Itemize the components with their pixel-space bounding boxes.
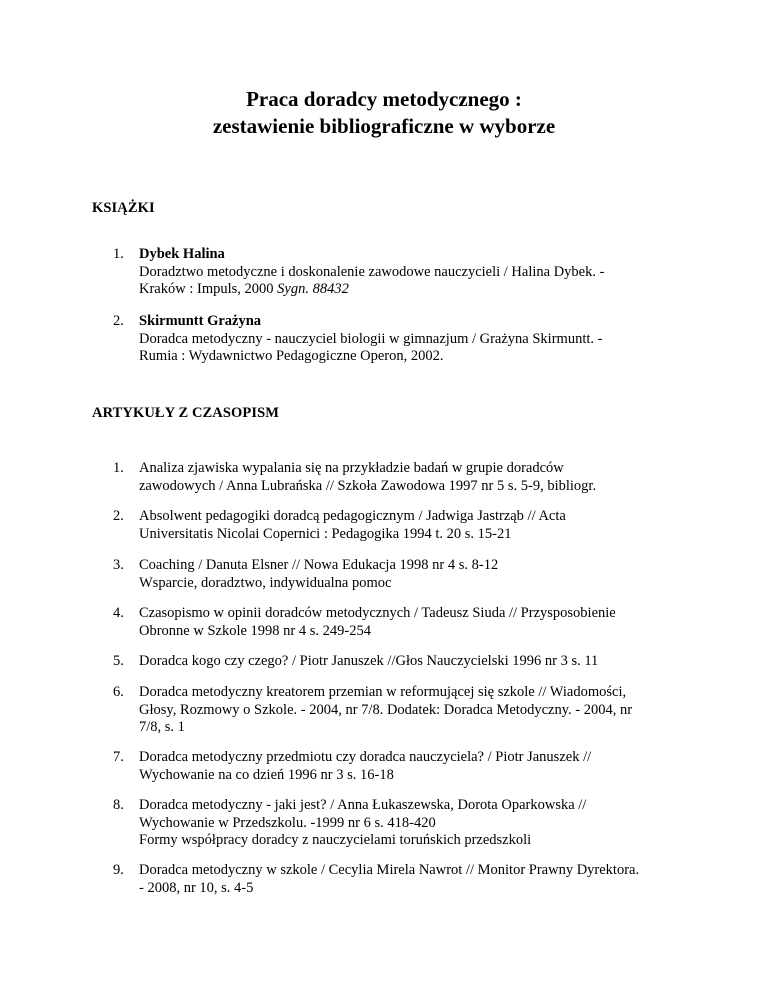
entry-line: Doradca metodyczny przedmiotu czy doradca nauczyciela? / Piotr Januszek //: [139, 749, 592, 765]
entry-author: Skirmuntt Grażyna: [139, 313, 262, 329]
entry-line: Analiza zjawiska wypalania się na przykładzie badań w grupie doradców: [139, 460, 564, 476]
entry-number: 1.: [113, 460, 124, 476]
entry-line: zawodowych / Anna Lubrańska // Szkoła Zawodowa 1997 nr 5 s. 5-9, bibliogr.: [139, 477, 597, 494]
entry-line: Głosy, Rozmowy o Szkole. - 2004, nr 7/8. Dodatek: Doradca Metodyczny. - 2004, nr: [139, 701, 633, 718]
entry-title-line: Doradztwo metodyczne i doskonalenie zawodowe nauczycieli / Halina Dybek. -: [139, 263, 605, 280]
article-entry: [113, 797, 713, 850]
entry-publisher: Kraków : Impuls, 2000: [139, 281, 274, 297]
entry-number: 1.: [113, 246, 124, 262]
book-entry: [113, 313, 713, 366]
entry-author: Dybek Halina: [139, 246, 225, 262]
article-entry: [113, 653, 713, 671]
entry-line: Czasopismo w opinii doradców metodycznych / Tadeusz Siuda // Przysposobienie: [139, 605, 616, 621]
article-entry: [113, 557, 713, 592]
document-title-line-2: zestawienie bibliograficzne w wyborze: [212, 114, 556, 138]
section-heading-articles: ARTYKUŁY Z CZASOPISM: [92, 405, 280, 421]
entry-line: Obronne w Szkole 1998 nr 4 s. 249-254: [139, 622, 371, 639]
entry-number: 6.: [113, 684, 124, 700]
entry-number: 8.: [113, 797, 124, 813]
entry-number: 3.: [113, 557, 124, 573]
entry-publication-line: [139, 281, 713, 299]
entry-line: Doradca metodyczny - jaki jest? / Anna Łukaszewska, Dorota Oparkowska //: [139, 797, 587, 813]
entry-line: Universitatis Nicolai Copernici : Pedagogika 1994 t. 20 s. 15-21: [139, 525, 512, 542]
entry-number: 9.: [113, 862, 124, 878]
book-entry: [113, 246, 713, 299]
article-entry: [113, 684, 713, 737]
entry-line: - 2008, nr 10, s. 4-5: [139, 879, 254, 896]
entry-line: Formy współpracy doradcy z nauczycielami toruńskich przedszkoli: [139, 832, 532, 848]
entry-line: Doradca kogo czy czego? / Piotr Januszek //Głos Nauczycielski 1996 nr 3 s. 11: [139, 653, 599, 669]
entry-signature: Sygn. 88432: [277, 281, 349, 297]
entry-line: Absolwent pedagogiki doradcą pedagogicznym / Jadwiga Jastrząb // Acta: [139, 508, 566, 524]
article-entry: [113, 749, 713, 784]
entry-line: 7/8, s. 1: [139, 719, 185, 735]
entry-line: Coaching / Danuta Elsner // Nowa Edukacja 1998 nr 4 s. 8-12: [139, 557, 499, 573]
entry-line: Wychowanie w Przedszkolu. -1999 nr 6 s. 418-420: [139, 814, 436, 831]
entry-line: Doradca metodyczny w szkole / Cecylia Mirela Nawrot // Monitor Prawny Dyrektora.: [139, 862, 640, 878]
entry-line: Doradca metodyczny kreatorem przemian w reformującej się szkole // Wiadomości,: [139, 684, 627, 700]
entry-line: Wsparcie, doradztwo, indywidualna pomoc: [139, 574, 392, 591]
entry-title-line: Doradca metodyczny - nauczyciel biologii w gimnazjum / Grażyna Skirmuntt. -: [139, 330, 603, 347]
entry-publication-line: Rumia : Wydawnictwo Pedagogiczne Operon, 2002.: [139, 348, 444, 364]
entry-number: 2.: [113, 508, 124, 524]
entry-number: 5.: [113, 653, 124, 669]
article-entry: [113, 862, 713, 897]
document-title-line-1: Praca doradcy metodycznego :: [246, 87, 522, 111]
entry-number: 4.: [113, 605, 124, 621]
entry-number: 2.: [113, 313, 124, 329]
entry-line: Wychowanie na co dzień 1996 nr 3 s. 16-18: [139, 766, 394, 783]
article-entry: [113, 605, 713, 640]
entry-number: 7.: [113, 749, 124, 765]
article-entry: [113, 460, 713, 495]
article-entry: [113, 508, 713, 543]
section-heading-books: KSIĄŻKI: [92, 200, 155, 216]
